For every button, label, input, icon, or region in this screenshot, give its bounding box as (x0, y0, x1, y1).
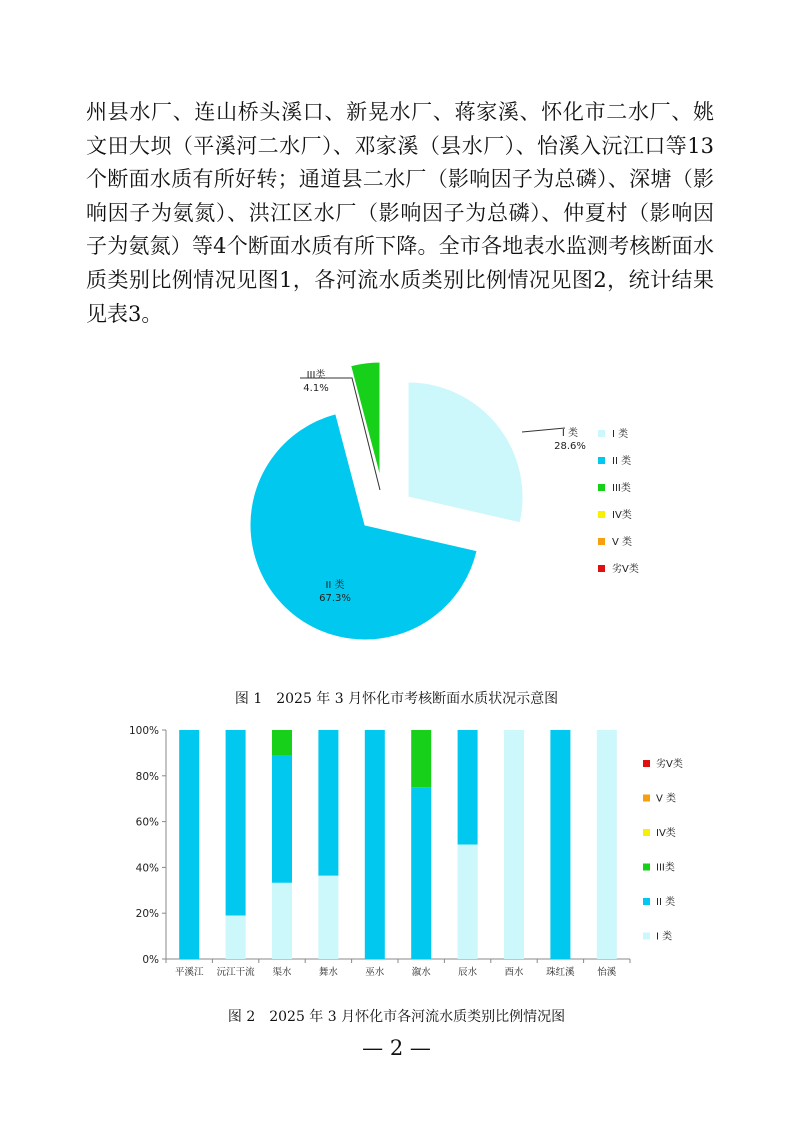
bar-segment (272, 730, 292, 755)
bar-segment (458, 730, 478, 845)
bar-segment (226, 915, 246, 959)
legend-label: IV类 (656, 828, 676, 839)
y-tick-label: 20% (135, 908, 159, 921)
y-tick-label: 100% (128, 725, 159, 737)
legend-swatch (598, 457, 605, 464)
bar-segment (226, 730, 246, 915)
legend-label: V 类 (656, 793, 677, 805)
x-tick-label: 平溪江 (174, 967, 204, 978)
figure2-caption: 图 2 2025 年 3 月怀化市各河流水质类别比例情况图 (227, 1009, 566, 1025)
x-tick-label: 珠红溪 (546, 967, 575, 978)
legend-swatch (598, 565, 605, 572)
stacked-bar-chart (120, 718, 683, 998)
slice-label: II 类 (325, 580, 345, 591)
pie-chart (230, 360, 670, 680)
figure1-caption: 图 1 2025 年 3 月怀化市考核断面水质状况示意图 (234, 691, 559, 707)
y-tick-label: 60% (135, 816, 159, 829)
bar-segment (365, 730, 385, 959)
x-tick-label: 巫水 (365, 967, 385, 978)
bar-segment (597, 730, 617, 959)
legend-label: 劣V类 (612, 564, 639, 575)
legend-label: II 类 (656, 897, 676, 908)
bar-segment (411, 787, 431, 959)
slice-label: III类 (306, 370, 326, 381)
bar-segment (458, 845, 478, 960)
legend-swatch (643, 760, 650, 767)
legend-swatch (598, 484, 605, 491)
x-tick-label: 沅江干流 (216, 967, 255, 978)
x-tick-label: 溆水 (411, 967, 431, 978)
bar-segment (179, 730, 199, 959)
legend-swatch (643, 795, 650, 802)
slice-label: I 类 (561, 428, 579, 439)
slice-value: 67.3% (319, 593, 351, 604)
bar-segment (272, 883, 292, 959)
leader-line (522, 428, 565, 432)
legend-label: IV类 (612, 510, 632, 521)
legend-label: III类 (612, 483, 631, 494)
bar-segment (318, 730, 338, 876)
x-tick-label: 怡溪 (597, 967, 617, 978)
legend-label: III类 (656, 862, 675, 874)
legend-label: I 类 (656, 931, 673, 943)
legend-label: 劣V类 (656, 759, 683, 770)
legend-swatch (643, 864, 650, 871)
legend-swatch (598, 538, 605, 545)
x-tick-label: 渠水 (272, 967, 292, 978)
legend-swatch (643, 898, 650, 905)
legend-swatch (598, 430, 605, 437)
pie-slice (408, 382, 523, 523)
page-number: — 2 — (362, 1036, 431, 1060)
legend-swatch (643, 933, 650, 940)
pie-slice (351, 362, 380, 477)
legend-swatch (598, 511, 605, 518)
bar-segment (318, 876, 338, 959)
bar-segment (504, 730, 524, 959)
y-tick-label: 0% (142, 954, 159, 966)
slice-value: 28.6% (554, 441, 586, 452)
legend-label: V 类 (612, 537, 633, 548)
slice-value: 4.1% (303, 383, 329, 394)
x-tick-label: 辰水 (458, 967, 478, 978)
legend-label: II 类 (612, 456, 632, 467)
x-tick-label: 舞水 (318, 967, 338, 978)
body-paragraph: 州县水厂、连山桥头溪口、新晃水厂、蒋家溪、怀化市二水厂、姚文田大坝（平溪河二水厂）、邓家溪（县水厂）、怡溪入沅江口等13个断面水质有所好转；通道县二水厂（影响因子为总磷）、深塘（影响因子为氨氮）、洪江区水厂（影响因子为总磷）、仲夏村（影响因子为氨氮）等4个断面水质有所下降。全市各地表水监测考核断面水质类别比例情况见图1，各河流水质类别比例情况见图2，统计结果见表3。 (86, 100, 714, 326)
bar-segment (272, 755, 292, 882)
legend-swatch (643, 829, 650, 836)
bar-segment (550, 730, 570, 959)
y-tick-label: 40% (135, 862, 159, 875)
y-tick-label: 80% (135, 770, 159, 783)
bar-segment (411, 730, 431, 787)
legend-label: I 类 (612, 429, 629, 440)
x-tick-label: 酉水 (504, 967, 524, 978)
